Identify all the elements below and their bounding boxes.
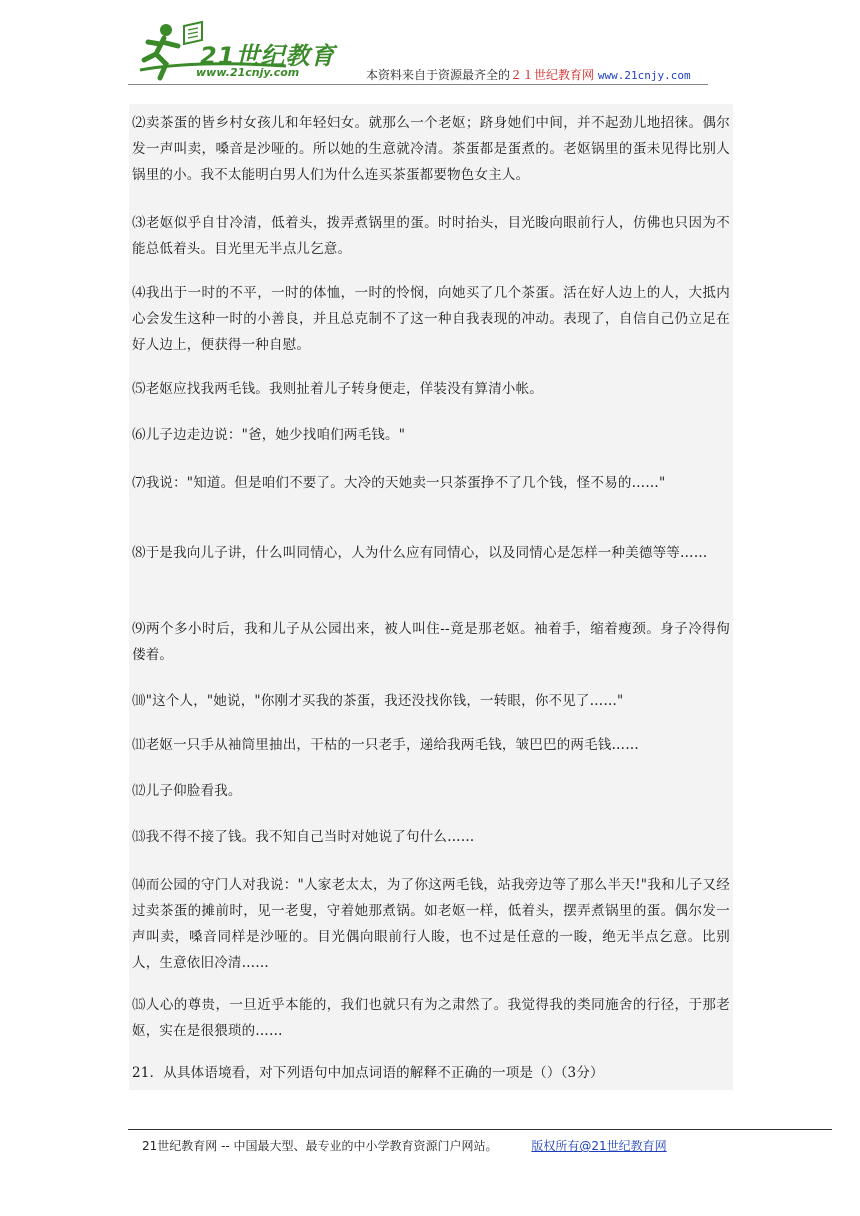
paragraph-14: ⒁而公园的守门人对我说："人家老太太，为了你这两毛钱，站我旁边等了那么半天!"我和儿子又经过卖茶蛋的摊前时，见一老叟，守着她那煮锅。如老妪一样，低着头，摆弄煮锅里的蛋。偶尔发一声叫卖，嗓音同样是沙哑的。目光偶向眼前行人睃，也不过是任意的一睃，绝无半点乞意。比别人，生意依旧冷清……: [132, 877, 730, 971]
paragraph-4: ⑷我出于一时的不平，一时的体恤，一时的怜悯，向她买了几个茶蛋。活在好人边上的人，大抵内心会发生这种一时的小善良，并且总克制不了这一种自我表现的冲动。表现了，自信自己仍立足在好人边上，便获得一种自慰。: [132, 285, 730, 353]
source-prefix: 本资料来自于资源最齐全的: [366, 68, 511, 82]
paragraph-3: ⑶老妪似乎自甘冷清，低着头，拨弄煮锅里的蛋。时时抬头，目光睃向眼前行人，仿佛也只因为不能总低着头。目光里无半点儿乞意。: [132, 215, 730, 257]
footer-text: 21世纪教育网 -- 中国最大型、最专业的中小学教育资源门户网站。: [142, 1139, 498, 1153]
paragraph-6: ⑹儿子边走边说："爸，她少找咱们两毛钱。": [132, 427, 406, 443]
paragraph-15: ⒂人心的尊贵，一旦近乎本能的，我们也就只有为之肃然了。我觉得我的类同施舍的行径，于那老妪，实在是很猥琐的……: [132, 997, 730, 1039]
article-body: [129, 104, 733, 1090]
source-line: [366, 66, 691, 83]
paragraph-12: ⑿儿子仰脸看我。: [132, 783, 242, 799]
logo-url: www.21cnjy.com: [196, 66, 300, 79]
question-21: 21．从具体语境看，对下列语句中加点词语的解释不正确的一项是（）（3分）: [132, 1065, 604, 1081]
paragraph-5: ⑸老妪应找我两毛钱。我则扯着儿子转身便走，佯装没有算清小帐。: [132, 381, 543, 397]
paragraph-7: ⑺我说："知道。但是咱们不要了。大冷的天她卖一只茶蛋挣不了几个钱，怪不易的……": [132, 475, 666, 491]
paragraph-13: ⒀我不得不接了钱。我不知自己当时对她说了句什么……: [132, 829, 475, 845]
paragraph-10: ⑽"这个人，"她说，"你刚才买我的茶蛋，我还没找你钱，一转眼，你不见了……": [132, 693, 624, 709]
footer-divider: [128, 1129, 832, 1130]
source-site-link[interactable]: ２１世纪教育网: [510, 68, 595, 82]
page-header: [0, 0, 860, 90]
copyright-link[interactable]: 版权所有@21世纪教育网: [531, 1139, 667, 1153]
logo-title: 21世纪教育: [200, 42, 336, 70]
paragraph-9: ⑼两个多小时后，我和儿子从公园出来，被人叫住--竟是那老妪。袖着手，缩着瘦颈。身子冷得佝偻着。: [132, 621, 730, 663]
source-url-link[interactable]: www.21cnjy.com: [597, 69, 691, 82]
page-footer: [142, 1137, 667, 1154]
paragraph-2: ⑵卖茶蛋的皆乡村女孩儿和年轻妇女。就那么一个老妪；跻身她们中间，并不起劲儿地招徕。偶尔发一声叫卖，嗓音是沙哑的。所以她的生意就冷清。茶蛋都是蛋煮的。老妪锅里的蛋未见得比别人锅里的小。我不太能明白男人们为什么连买茶蛋都要物色女主人。: [132, 115, 730, 183]
header-divider: [128, 84, 708, 85]
paragraph-8: ⑻于是我向儿子讲，什么叫同情心，人为什么应有同情心，以及同情心是怎样一种美德等等……: [132, 545, 708, 561]
paragraph-11: ⑾老妪一只手从袖筒里抽出，干枯的一只老手，递给我两毛钱，皱巴巴的两毛钱……: [132, 737, 639, 753]
site-logo[interactable]: [136, 20, 336, 82]
